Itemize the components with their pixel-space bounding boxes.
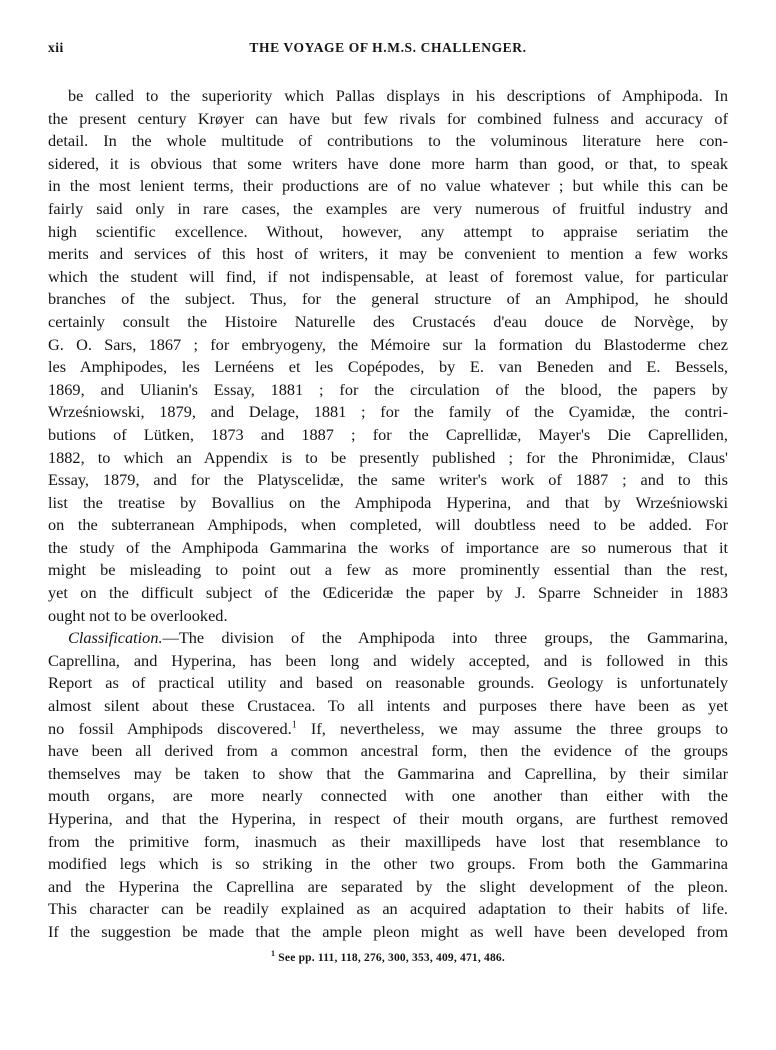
- footnote-text: See pp. 111, 118, 276, 300, 353, 409, 471, 486.: [275, 951, 505, 964]
- text-line: Report as of practical utility and based on reasonable grounds. Geology is unfortunately: [48, 673, 728, 693]
- page-number: xii: [48, 40, 64, 55]
- paragraph-bibliography: [48, 85, 728, 627]
- text-line: detail. In the whole multitude of contributions to the voluminous literature here con-: [48, 131, 728, 151]
- text-line: merits and services of this host of writers, it may be convenient to mention a few works: [48, 244, 728, 264]
- body-text: [48, 85, 728, 944]
- running-title: THE VOYAGE OF H.M.S. CHALLENGER.: [249, 40, 527, 55]
- text-line: have been all derived from a common ancestral form, then the evidence of the groups: [48, 741, 728, 761]
- footnote-reference[interactable]: 1: [291, 719, 297, 731]
- text-line: on the subterranean Amphipods, when completed, will doubtless need to be added. For: [48, 515, 728, 535]
- text-line: yet on the difficult subject of the Œdiceridæ the paper by J. Sparre Schneider in 1883: [48, 583, 728, 603]
- page: [48, 40, 728, 964]
- section-heading: Classification.: [68, 628, 163, 648]
- text-line: list the treatise by Bovallius on the Amphipoda Hyperina, and that by Wrześniowski: [48, 492, 728, 512]
- text-line: in the most lenient terms, their productions are of no value whatever ; but while this can be: [48, 176, 728, 196]
- paragraph-lines: [48, 650, 728, 718]
- text-span: no fossil Amphipods discovered.: [48, 718, 292, 738]
- footnote-marker: 1: [271, 948, 276, 958]
- paragraph-classification: [48, 627, 728, 943]
- text-line: fairly said only in rare cases, the examples are very numerous of fruitful industry and: [48, 198, 728, 218]
- text-line: branches of the subject. Thus, for the general structure of an Amphipod, he should: [48, 289, 728, 309]
- text-line: Caprellina, and Hyperina, has been long and widely accepted, and is followed in this: [48, 650, 728, 670]
- text-line: the study of the Amphipoda Gammarina the works of importance are so numerous that it: [48, 537, 728, 557]
- running-header: [48, 40, 728, 70]
- footnote: [48, 948, 728, 964]
- text-line: and the Hyperina the Caprellina are separated by the slight development of the pleon.: [48, 876, 728, 896]
- text-line: the present century Krøyer can have but few rivals for combined fulness and accuracy of: [48, 108, 728, 128]
- text-line: from the primitive form, inasmuch as their maxillipeds have lost that resemblance to: [48, 831, 728, 851]
- text-line: This character can be readily explained as an acquired adaptation to their habits of life.: [48, 899, 728, 919]
- text-line: G. O. Sars, 1867 ; for embryogeny, the Mémoire sur la formation du Blastoderme chez: [48, 334, 728, 354]
- text-line: themselves may be taken to show that the Gammarina and Caprellina, by their similar: [48, 763, 728, 783]
- text-line: almost silent about these Crustacea. To all intents and purposes there have been as yet: [48, 696, 728, 716]
- text-line: [48, 718, 728, 741]
- text-line: ought not to be overlooked.: [48, 605, 228, 625]
- text-line: If the suggestion be made that the ample pleon might as well have been developed from: [48, 921, 728, 941]
- text-line: modified legs which is so striking in the other two groups. From both the Gammarina: [48, 854, 728, 874]
- text-line: 1869, and Ulianin's Essay, 1881 ; for the circulation of the blood, the papers by: [48, 379, 728, 399]
- text-line: Essay, 1879, and for the Platyscelidæ, the same writer's work of 1887 ; and to this: [48, 470, 728, 490]
- text-line: be called to the superiority which Pallas displays in his descriptions of Amphipoda. In: [68, 86, 728, 105]
- text-line: which the student will find, if not indispensable, at least of foremost value, for particular: [48, 266, 728, 286]
- text-line: might be misleading to point out a few as more prominently essential than the rest,: [48, 560, 728, 580]
- text-line: mouth organs, are more nearly connected with one another than either with the: [48, 786, 728, 806]
- text-line: les Amphipodes, les Lernéens et les Copépodes, by E. van Beneden and E. Bessels,: [48, 357, 728, 377]
- text-line: 1882, to which an Appendix is to be presently published ; for the Phronimidæ, Claus': [48, 447, 728, 467]
- text-span: If, nevertheless, we may assume the three groups to: [296, 718, 728, 738]
- text-line: butions of Lütken, 1873 and 1887 ; for the Caprellidæ, Mayer's Die Caprelliden,: [48, 424, 728, 444]
- text-span: —The division of the Amphipoda into three groups, the Gammarina,: [162, 628, 728, 648]
- paragraph-lines: [48, 740, 728, 943]
- text-line: Wrześniowski, 1879, and Delage, 1881 ; for the family of the Cyamidæ, the contri-: [48, 402, 728, 422]
- text-line: Hyperina, and that the Hyperina, in respect of their mouth organs, are furthest removed: [48, 809, 728, 828]
- text-line: [48, 627, 728, 650]
- text-line: high scientific excellence. Without, however, any attempt to appraise seriatim the: [48, 221, 728, 241]
- text-line: certainly consult the Histoire Naturelle des Crustacés d'eau douce de Norvège, by: [48, 311, 728, 331]
- text-line: sidered, it is obvious that some writers have done more harm than good, or that, to speak: [48, 153, 728, 173]
